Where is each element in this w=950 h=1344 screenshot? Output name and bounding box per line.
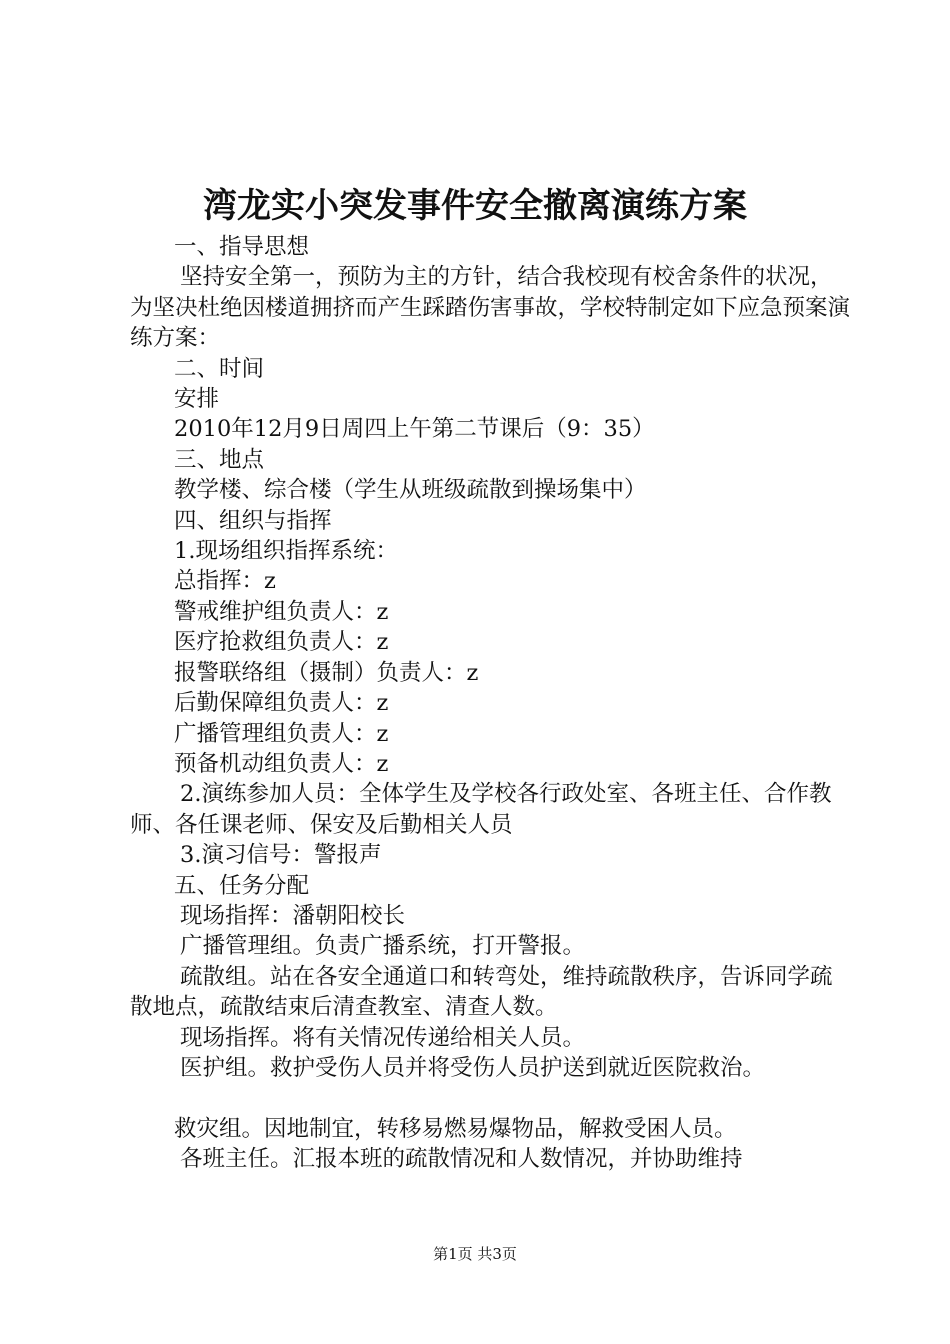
paragraph-signal: 3.演习信号：警报声 <box>180 842 382 869</box>
document-body <box>130 232 850 1175</box>
paragraph-onsite-commander: 现场指挥：潘朝阳校长 <box>180 902 406 929</box>
section-heading-4: 四、组织与指挥 <box>174 507 332 534</box>
section-heading-2: 二、时间 <box>174 355 265 382</box>
paragraph-onsite-command: 现场指挥。将有关情况传递给相关人员。 <box>180 1024 586 1051</box>
paragraph-broadcast-group: 广播管理组。负责广播系统，打开警报。 <box>180 933 586 960</box>
section-heading-3: 三、地点 <box>174 446 265 473</box>
section-heading-5: 五、任务分配 <box>174 872 310 899</box>
paragraph-command-system: 1.现场组织指挥系统： <box>174 538 398 565</box>
list-item: 广播管理组负责人：z <box>174 720 389 747</box>
paragraph-date: 2010年12月9日周四上午第二节课后（9：35） <box>174 416 655 443</box>
paragraph-location: 教学楼、综合楼（学生从班级疏散到操场集中） <box>174 477 647 504</box>
page-footer: 第1页 共3页 <box>433 1245 517 1263</box>
blank-line <box>130 1083 850 1113</box>
document-title: 湾龙实小突发事件安全撤离演练方案 <box>203 186 747 226</box>
list-item: 医疗抢救组负责人：z <box>174 629 389 656</box>
list-item: 报警联络组（摄制）负责人：z <box>174 659 479 686</box>
list-item: 总指挥：z <box>174 568 276 595</box>
list-item: 后勤保障组负责人：z <box>174 690 389 717</box>
paragraph-participants: 2.演练参加人员：全体学生及学校各行政处室、各班主任、合作教师、各任课老师、保安及后勤相关人员 <box>130 781 832 838</box>
list-item: 警戒维护组负责人：z <box>174 598 389 625</box>
paragraph-guiding-thought: 坚持安全第一，预防为主的方针，结合我校现有校舍条件的状况，为坚决杜绝因楼道拥挤而产生踩踏伤害事故，学校特制定如下应急预案演练方案： <box>130 264 851 352</box>
section-heading-1: 一、指导思想 <box>174 234 310 260</box>
paragraph-arrangement: 安排 <box>174 386 220 413</box>
paragraph-class-teachers: 各班主任。汇报本班的疏散情况和人数情况，并协助维持 <box>180 1146 743 1173</box>
paragraph-evacuation-group: 疏散组。站在各安全通道口和转弯处，维持疏散秩序，告诉同学疏散地点，疏散结束后清查教室、清查人数。 <box>130 963 833 1021</box>
paragraph-medical-group: 医护组。救护受伤人员并将受伤人员护送到就近医院救治。 <box>180 1054 766 1081</box>
list-item: 预备机动组负责人：z <box>174 750 389 777</box>
paragraph-rescue-group: 救灾组。因地制宜，转移易燃易爆物品，解救受困人员。 <box>174 1115 737 1142</box>
